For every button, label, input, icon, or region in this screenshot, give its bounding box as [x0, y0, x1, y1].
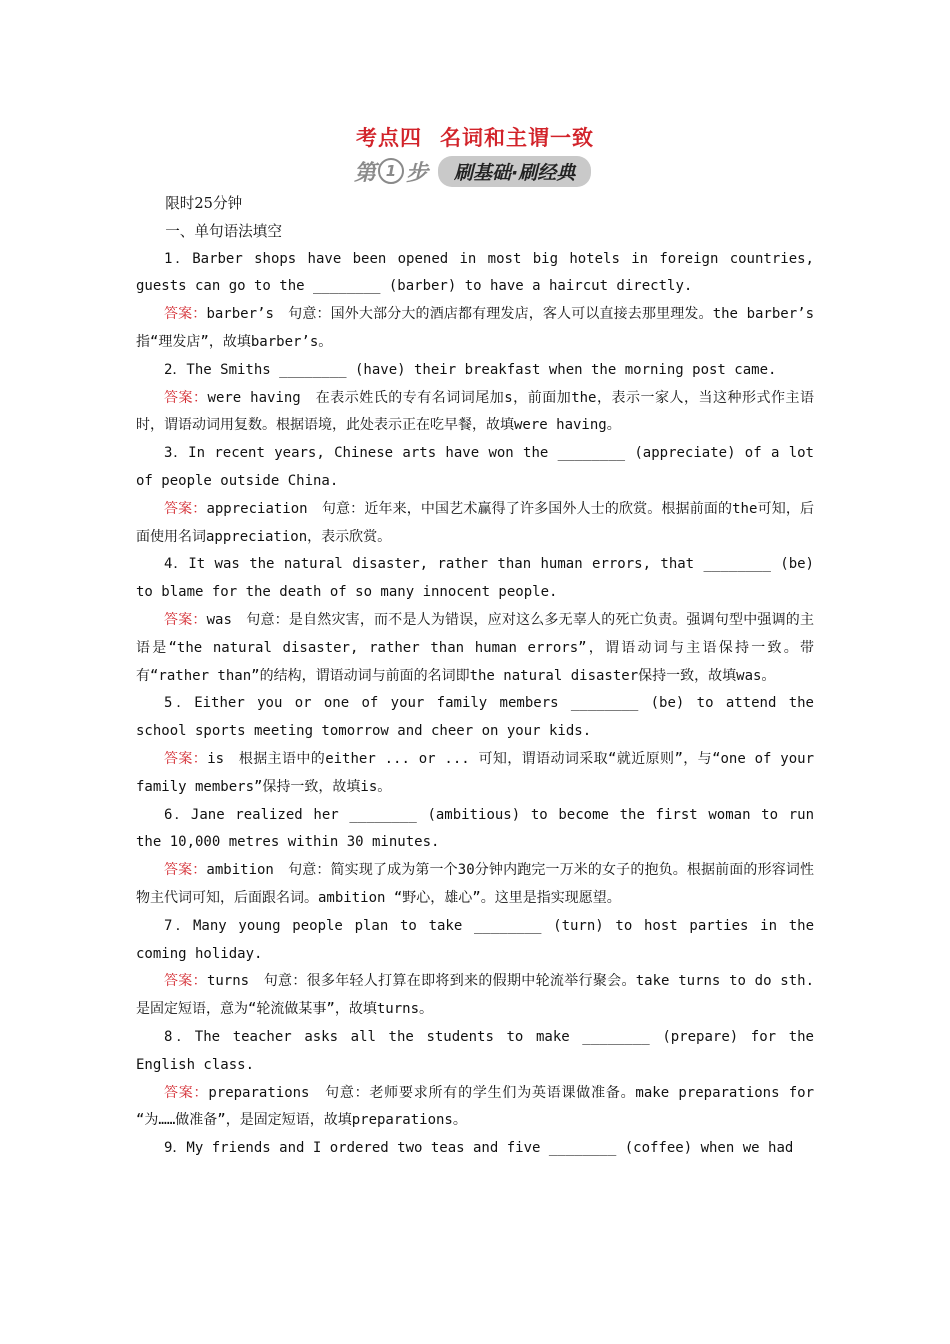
- answer-3: [136, 496, 814, 552]
- answer-label: 答案：: [164, 973, 207, 990]
- section-heading: 一、单句语法填空: [165, 222, 282, 240]
- answer-8: [136, 1080, 814, 1136]
- question-2: 2．The Smiths ________ (have) their breakfast when the morning post came.: [164, 361, 777, 378]
- step-subtitle-badge: 刷基础·刷经典: [438, 156, 591, 187]
- answer-label: 答案：: [164, 611, 207, 628]
- answer-text: preparations 句意：老师要求所有的学生们为英语课做准备。make preparations for “为……做准备”，是固定短语，故填preparations。: [136, 1084, 814, 1129]
- question-5: 5．Either you or one of your family members ________ (be) to attend the school sports meeting tomorrow and cheer on your kids.: [136, 695, 814, 740]
- step-prefix: 第: [354, 160, 377, 186]
- step-number-badge: 1: [378, 158, 404, 184]
- answer-text: barber’s 句意：国外大部分大的酒店都有理发店，客人可以直接去那里理发。the barber’s 指“理发店”，故填barber’s。: [136, 306, 814, 350]
- answer-label: 答案：: [164, 389, 208, 406]
- answer-6: [136, 857, 814, 913]
- step-banner: [354, 156, 591, 186]
- answer-label: 答案：: [164, 750, 208, 767]
- answer-1: [136, 301, 814, 357]
- answer-text: appreciation 句意：近年来，中国艺术赢得了许多国外人士的欣赏。根据前面的the可知，后面使用名词appreciation，表示欣赏。: [136, 500, 815, 545]
- step-suffix: 步: [406, 160, 429, 186]
- question-3: 3．In recent years, Chinese arts have won the ________ (appreciate) of a lot of people outside China.: [136, 445, 814, 489]
- answer-text: is 根据主语中的either ... or ... 可知，谓语动词采取“就近原则”，与“one of your family members”保持一致，故填is。: [136, 750, 814, 795]
- answer-text: ambition 句意：简实现了成为第一个30分钟内跑完一万米的女子的抱负。根据前面的形容词性物主代词可知，后面跟名词。ambition “野心，雄心”。这里是指实现愿望。: [136, 862, 814, 906]
- question-6: 6．Jane realized her ________ (ambitious) to become the first woman to run the 10,000 metres within 30 minutes.: [136, 806, 814, 851]
- answer-5: [136, 746, 814, 802]
- question-1: 1．Barber shops have been opened in most big hotels in foreign countries, guests can go to the ________ (barber) to have a haircut directly.: [136, 250, 814, 295]
- answer-text: was 句意：是自然灾害，而不是人为错误，应对这么多无辜人的死亡负责。强调句型中强调的主语是“the natural disaster, rather than human errors”，谓语动词与主语保持一致。带有“rather than”的结构，谓语动词与前面的名词即the natural disaster保持一致，故填was。: [136, 611, 814, 684]
- time-limit: 限时25分钟: [165, 195, 243, 212]
- question-9: 9．My friends and I ordered two teas and five ________ (coffee) when we had: [164, 1140, 794, 1157]
- question-8: 8．The teacher asks all the students to make ________ (prepare) for the English class.: [136, 1028, 814, 1073]
- page-title: [0, 122, 950, 152]
- answer-2: [136, 385, 814, 441]
- answer-label: 答案：: [164, 500, 207, 517]
- answer-4: [136, 607, 814, 690]
- title-part2: 名词和主谓一致: [440, 126, 594, 150]
- answer-text: were having 在表示姓氏的专有名词词尾加s，前面加the，表示一家人，当这种形式作主语时，谓语动词用复数。根据语境，此处表示正在吃早餐，故填were having。: [136, 389, 815, 434]
- answer-text: turns 句意：很多年轻人打算在即将到来的假期中轮流举行聚会。take turns to do sth.是固定短语，意为“轮流做某事”，故填turns。: [136, 973, 814, 1018]
- exercise-content: [136, 190, 814, 1163]
- answer-7: [136, 968, 814, 1024]
- answer-label: 答案：: [164, 1084, 209, 1101]
- answer-label: 答案：: [164, 306, 207, 323]
- step-label: [354, 156, 428, 187]
- title-part1: 考点四: [356, 126, 422, 150]
- question-4: 4．It was the natural disaster, rather than human errors, that ________ (be) to blame for the death of so many innocent people.: [136, 556, 814, 601]
- question-7: 7．Many young people plan to take ________ (turn) to host parties in the coming holiday.: [136, 917, 814, 962]
- answer-label: 答案：: [164, 862, 207, 879]
